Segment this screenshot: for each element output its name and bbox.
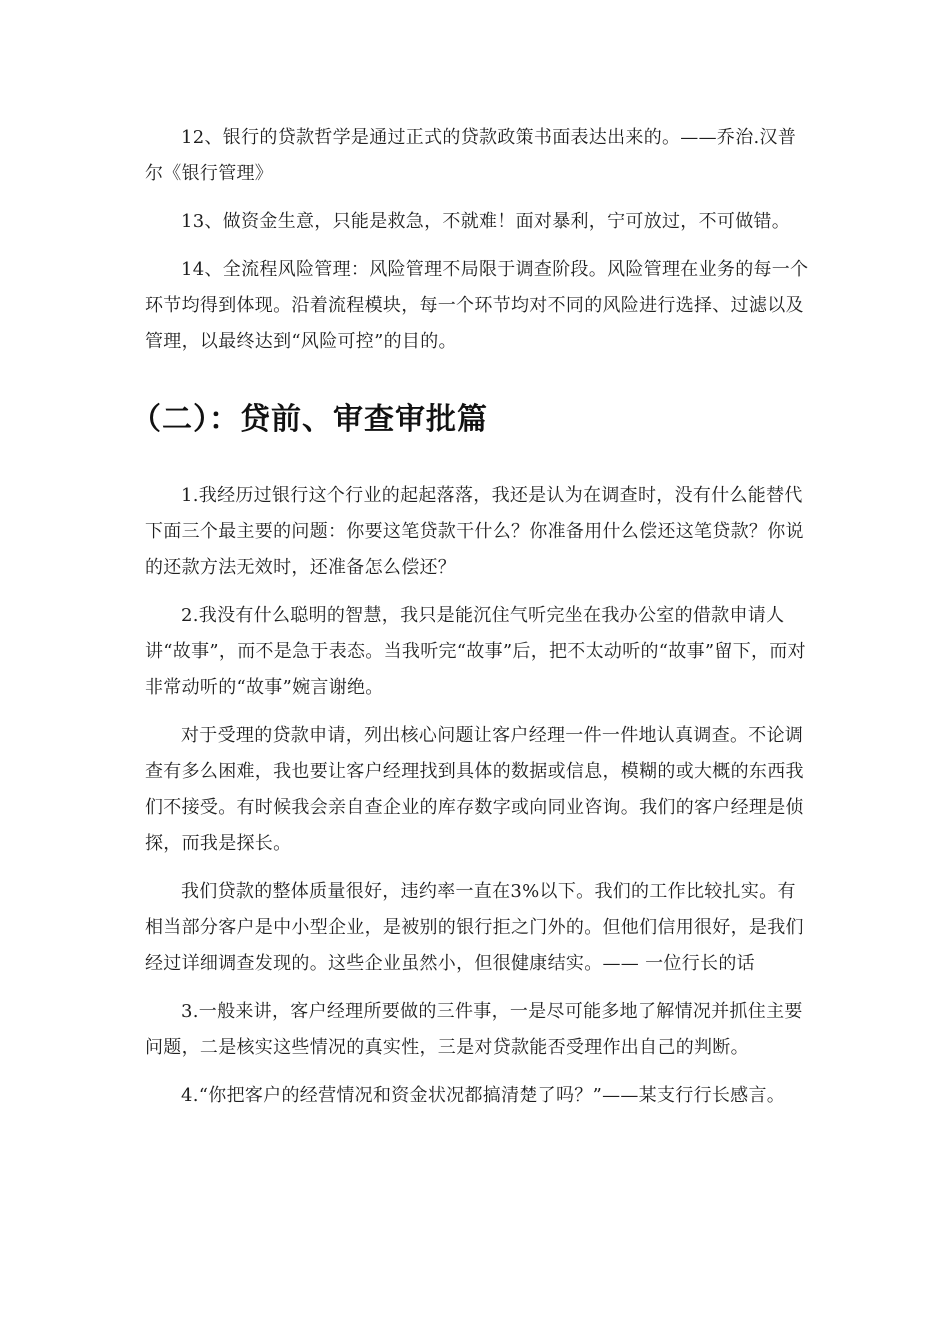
document-body <box>131 120 810 1114</box>
paragraph-gap <box>145 192 810 204</box>
paragraph-loan-quality: 我们贷款的整体质量很好，违约率一直在3%以下。我们的工作比较扎实。有相当部分客户是中小型企业，是被别的银行拒之门外的。但他们信用很好，是我们经过详细调查发现的。这些企业虽然小，但很健康结实。—— 一位行长的话 <box>145 881 804 974</box>
paragraph-gap <box>145 706 810 718</box>
paragraph-gap <box>145 982 810 994</box>
paragraph-gap <box>145 240 810 252</box>
paragraph-4: 4.“你把客户的经营情况和资金状况都搞清楚了吗？”——某支行行长感言。 <box>181 1085 786 1106</box>
paragraph-gap <box>145 862 810 874</box>
paragraph-3: 3.一般来讲，客户经理所要做的三件事，一是尽可能多地了解情况并抓住主要问题，二是核实这些情况的真实性，三是对贷款能否受理作出自己的判断。 <box>145 1001 803 1058</box>
paragraph-13: 13、做资金生意，只能是救急，不就难！面对暴利，宁可放过，不可做错。 <box>181 211 791 232</box>
paragraph-gap <box>145 1066 810 1078</box>
paragraph-1: 1.我经历过银行这个行业的起起落落，我还是认为在调查时，没有什么能替代下面三个最主要的问题：你要这笔贷款干什么？你准备用什么偿还这笔贷款？你说的还款方法无效时，还准备怎么偿还？ <box>145 485 804 578</box>
paragraph-14: 14、全流程风险管理：风险管理不局限于调查阶段。风险管理在业务的每一个环节均得到体现。沿着流程模块，每一个环节均对不同的风险进行选择、过滤以及管理，以最终达到“风险可控”的目的。 <box>145 259 809 352</box>
paragraph-loan-application: 对于受理的贷款申请，列出核心问题让客户经理一件一件地认真调查。不论调查有多么困难，我也要让客户经理找到具体的数据或信息，模糊的或大概的东西我们不接受。有时候我会亲自查企业的库存数字或向同业咨询。我们的客户经理是侦探，而我是探长。 <box>145 725 804 854</box>
paragraph-gap <box>145 586 810 598</box>
section-heading: （二）：贷前、审查审批篇 <box>131 402 488 437</box>
paragraph-2: 2.我没有什么聪明的智慧，我只是能沉住气听完坐在我办公室的借款申请人讲“故事”，而不是急于表态。当我听完“故事”后，把不太动听的“故事”留下，而对非常动听的“故事”婉言谢绝。 <box>145 605 806 698</box>
paragraph-12: 12、银行的贷款哲学是通过正式的贷款政策书面表达出来的。——乔治.汉普尔《银行管理》 <box>145 127 797 184</box>
